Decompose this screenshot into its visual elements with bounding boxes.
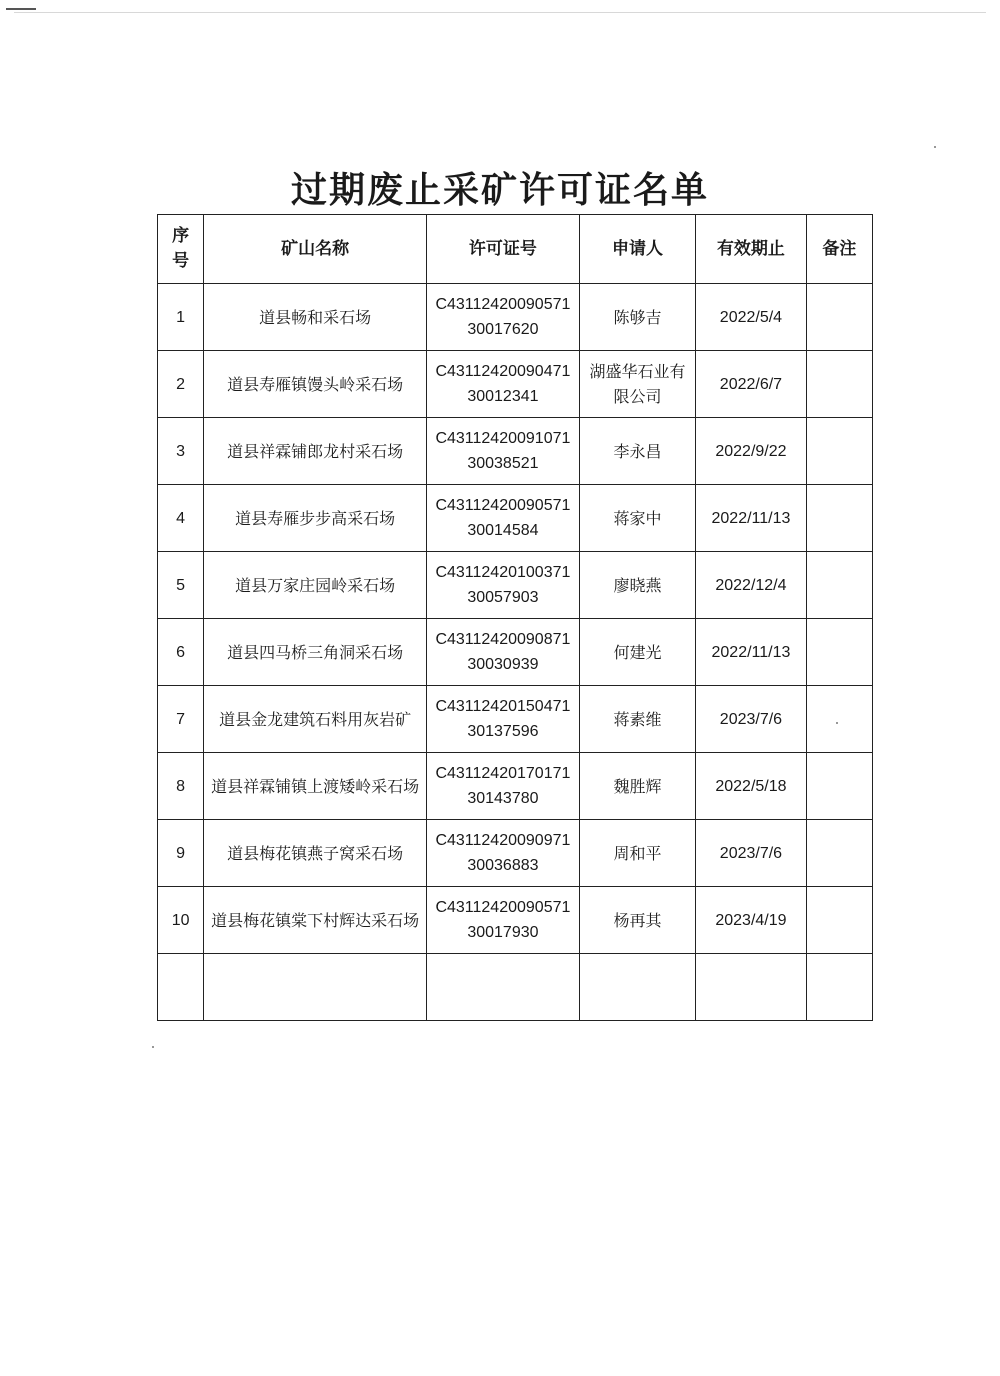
license-no-part2: 30030939	[467, 656, 539, 673]
cell-mine-name: 道县畅和采石场	[204, 284, 427, 351]
cell-license-no	[427, 753, 580, 820]
scan-edge-mark	[6, 8, 36, 10]
cell-valid-until: 2022/6/7	[696, 351, 806, 418]
cell-mine-name: 道县金龙建筑石料用灰岩矿	[204, 686, 427, 753]
cell-valid-until: 2022/11/13	[696, 485, 806, 552]
cell-mine-name: 道县梅花镇燕子窝采石场	[204, 820, 427, 887]
cell-valid-until: 2022/12/4	[696, 552, 806, 619]
cell-license-no	[427, 619, 580, 686]
table-row	[158, 552, 873, 619]
table-row	[158, 485, 873, 552]
cell-note	[806, 887, 872, 954]
empty-cell	[204, 954, 427, 1021]
license-no-part2: 30036883	[467, 857, 539, 874]
cell-license-no	[427, 887, 580, 954]
table-row	[158, 619, 873, 686]
table-row-empty	[158, 954, 873, 1021]
license-no-part2: 30143780	[467, 790, 539, 807]
license-no-part2: 30137596	[467, 723, 539, 740]
cell-seq: 8	[158, 753, 204, 820]
license-no-part1: C43112420150471	[435, 698, 571, 715]
cell-license-no	[427, 820, 580, 887]
table-row	[158, 351, 873, 418]
cell-note	[806, 284, 872, 351]
empty-cell	[579, 954, 695, 1021]
cell-mine-name: 道县寿雁步步高采石场	[204, 485, 427, 552]
table-header-row	[158, 215, 873, 284]
cell-applicant: 湖盛华石业有限公司	[579, 351, 695, 418]
table-row	[158, 820, 873, 887]
header-license-no: 许可证号	[427, 215, 580, 284]
license-no-part1: C43112420090571	[435, 497, 571, 514]
empty-cell	[158, 954, 204, 1021]
table-row	[158, 686, 873, 753]
table-row	[158, 753, 873, 820]
cell-seq: 10	[158, 887, 204, 954]
cell-seq: 5	[158, 552, 204, 619]
cell-valid-until: 2023/4/19	[696, 887, 806, 954]
cell-note	[806, 418, 872, 485]
page-title: 过期废止采矿许可证名单	[290, 170, 709, 212]
cell-valid-until: 2023/7/6	[696, 820, 806, 887]
cell-license-no	[427, 485, 580, 552]
header-seq-line2: 号	[172, 251, 190, 271]
cell-valid-until: 2022/9/22	[696, 418, 806, 485]
cell-seq: 2	[158, 351, 204, 418]
license-no-part2: 30017620	[467, 321, 539, 338]
table-body	[158, 284, 873, 1021]
cell-mine-name: 道县万家庄园岭采石场	[204, 552, 427, 619]
cell-applicant: 杨再其	[579, 887, 695, 954]
table-row	[158, 418, 873, 485]
cell-applicant: 陈够吉	[579, 284, 695, 351]
header-seq	[158, 215, 204, 284]
cell-applicant: 何建光	[579, 619, 695, 686]
cell-license-no	[427, 686, 580, 753]
license-no-part1: C43112420090971	[435, 832, 571, 849]
table-row	[158, 887, 873, 954]
cell-note	[806, 686, 872, 753]
cell-applicant: 廖晓燕	[579, 552, 695, 619]
cell-note	[806, 351, 872, 418]
cell-valid-until: 2022/5/18	[696, 753, 806, 820]
cell-applicant: 周和平	[579, 820, 695, 887]
cell-valid-until: 2022/5/4	[696, 284, 806, 351]
cell-note	[806, 753, 872, 820]
cell-mine-name: 道县四马桥三角洞采石场	[204, 619, 427, 686]
license-no-part1: C43112420090871	[435, 631, 571, 648]
license-table	[157, 214, 873, 1021]
cell-seq: 4	[158, 485, 204, 552]
cell-seq: 1	[158, 284, 204, 351]
header-note: 备注	[806, 215, 872, 284]
scan-speck	[152, 1046, 154, 1048]
license-no-part1: C43112420090471	[435, 363, 571, 380]
empty-cell	[427, 954, 580, 1021]
empty-cell	[806, 954, 872, 1021]
cell-note	[806, 619, 872, 686]
license-no-part1: C43112420091071	[435, 430, 571, 447]
cell-valid-until: 2022/11/13	[696, 619, 806, 686]
cell-mine-name: 道县祥霖铺郎龙村采石场	[204, 418, 427, 485]
license-no-part2: 30014584	[467, 522, 539, 539]
license-no-part1: C43112420170171	[435, 765, 571, 782]
license-no-part1: C43112420100371	[435, 564, 571, 581]
cell-license-no	[427, 552, 580, 619]
empty-cell	[696, 954, 806, 1021]
table-row	[158, 284, 873, 351]
cell-license-no	[427, 418, 580, 485]
cell-applicant: 蒋家中	[579, 485, 695, 552]
license-no-part2: 30038521	[467, 455, 539, 472]
header-mine-name: 矿山名称	[204, 215, 427, 284]
cell-seq: 3	[158, 418, 204, 485]
cell-seq: 7	[158, 686, 204, 753]
cell-seq: 9	[158, 820, 204, 887]
cell-license-no	[427, 351, 580, 418]
cell-mine-name: 道县寿雁镇馒头岭采石场	[204, 351, 427, 418]
header-applicant: 申请人	[579, 215, 695, 284]
header-valid-until: 有效期止	[696, 215, 806, 284]
cell-applicant: 李永昌	[579, 418, 695, 485]
license-no-part2: 30012341	[467, 388, 539, 405]
cell-seq: 6	[158, 619, 204, 686]
cell-mine-name: 道县梅花镇棠下村辉达采石场	[204, 887, 427, 954]
scan-speck	[934, 146, 936, 148]
cell-mine-name: 道县祥霖铺镇上渡矮岭采石场	[204, 753, 427, 820]
cell-applicant: 蒋素维	[579, 686, 695, 753]
license-no-part1: C43112420090571	[435, 899, 571, 916]
scan-top-rule	[14, 12, 986, 13]
license-no-part2: 30057903	[467, 589, 539, 606]
cell-applicant: 魏胜辉	[579, 753, 695, 820]
cell-note	[806, 820, 872, 887]
cell-valid-until: 2023/7/6	[696, 686, 806, 753]
license-no-part1: C43112420090571	[435, 296, 571, 313]
header-seq-line1: 序	[172, 226, 190, 246]
cell-note	[806, 485, 872, 552]
license-no-part2: 30017930	[467, 924, 539, 941]
cell-license-no	[427, 284, 580, 351]
scan-speck	[836, 722, 838, 724]
cell-note	[806, 552, 872, 619]
